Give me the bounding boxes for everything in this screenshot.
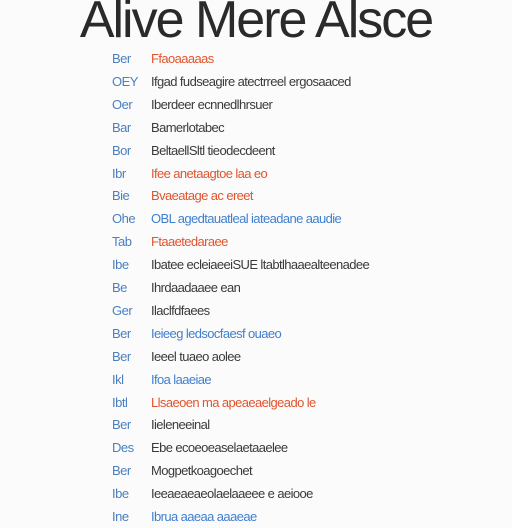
list-item bbox=[0, 48, 512, 70]
list-item bbox=[0, 300, 512, 322]
entry-key: Ibtl bbox=[112, 394, 128, 410]
entry-value: Ibrua aaeaa aaaeae bbox=[151, 509, 257, 524]
entry-key: Bie bbox=[112, 188, 130, 204]
entry-value: Ffaoaaaaas bbox=[151, 51, 214, 66]
list-item bbox=[0, 71, 512, 93]
entry-key: Ber bbox=[112, 417, 131, 433]
entry-value: Ibatee ecleiaeeiSUE ltabtlhaaealteenadee bbox=[151, 257, 370, 273]
entry-value: Bamerlotabec bbox=[151, 119, 225, 135]
list-item bbox=[0, 414, 512, 436]
entry-value: Iieleneeinal bbox=[151, 417, 210, 433]
entry-value: Ebe ecoeoeaselaetaaelee bbox=[151, 440, 288, 456]
list-item bbox=[0, 163, 512, 185]
list-item bbox=[0, 185, 512, 207]
entry-key: Ibr bbox=[112, 165, 126, 181]
entry-key: Oer bbox=[112, 96, 133, 112]
entry-key: Bar bbox=[112, 119, 131, 135]
list-item bbox=[0, 506, 512, 528]
entry-value: Ifee anetaagtoe laa eo bbox=[151, 165, 268, 181]
entry-key: Ibe bbox=[112, 486, 129, 502]
entry-key: Ohe bbox=[112, 211, 136, 227]
list-item bbox=[0, 346, 512, 368]
entry-value: OBL agedtauatleal iateadane aaudie bbox=[151, 211, 342, 227]
entry-key: Ibe bbox=[112, 257, 129, 273]
list-item bbox=[0, 483, 512, 505]
list-item bbox=[0, 254, 512, 276]
list-item bbox=[0, 437, 512, 459]
entry-value: Llsaeoen ma apeaeaelgeado le bbox=[151, 394, 316, 410]
list-item bbox=[0, 277, 512, 299]
entry-key: Ine bbox=[112, 509, 129, 524]
entry-value: Ieeaeaeaeolaelaaeee e aeiooe bbox=[151, 486, 313, 502]
entry-key: Be bbox=[112, 280, 127, 295]
entry-key: Ikl bbox=[112, 371, 124, 387]
page-title: Alive Mere Alsce bbox=[79, 0, 433, 49]
entry-key: Ber bbox=[112, 463, 131, 479]
entry-value: Mogpetkoagoechet bbox=[151, 463, 252, 479]
list-item bbox=[0, 369, 512, 391]
entry-key: Ber bbox=[112, 348, 131, 364]
entry-value: Iberdeer ecnnedlhrsuer bbox=[151, 96, 273, 112]
entry-key: Ber bbox=[112, 51, 131, 66]
entry-key: Des bbox=[112, 440, 134, 456]
entry-value: BeltaellSltl tieodecdeent bbox=[151, 142, 275, 158]
entry-key: Ber bbox=[112, 325, 131, 341]
entry-value: Ifgad fudseagire atectrreel ergosaaced bbox=[151, 73, 351, 89]
list-item bbox=[0, 460, 512, 482]
list-item bbox=[0, 323, 512, 345]
entry-value: Ftaaetedaraee bbox=[151, 234, 228, 250]
entry-value: Ihrdaadaaee ean bbox=[151, 280, 241, 295]
list-item bbox=[0, 117, 512, 139]
entry-value: Ilaclfdfaees bbox=[151, 302, 210, 318]
entry-key: Tab bbox=[112, 234, 132, 250]
list-item bbox=[0, 392, 512, 414]
entry-key: Bor bbox=[112, 142, 131, 158]
entry-value: Bvaeatage ac ereet bbox=[151, 188, 253, 204]
entry-key: OEY bbox=[112, 73, 138, 89]
list-item bbox=[0, 140, 512, 162]
entry-key: Ger bbox=[112, 302, 133, 318]
list-item bbox=[0, 231, 512, 253]
list-item bbox=[0, 208, 512, 230]
list-item bbox=[0, 94, 512, 116]
entry-value: Ifoa laaeiae bbox=[151, 371, 212, 387]
entry-value: Ieieeg ledsocfaesf ouaeo bbox=[151, 325, 282, 341]
entry-value: Ieeel tuaeo aolee bbox=[151, 348, 241, 364]
